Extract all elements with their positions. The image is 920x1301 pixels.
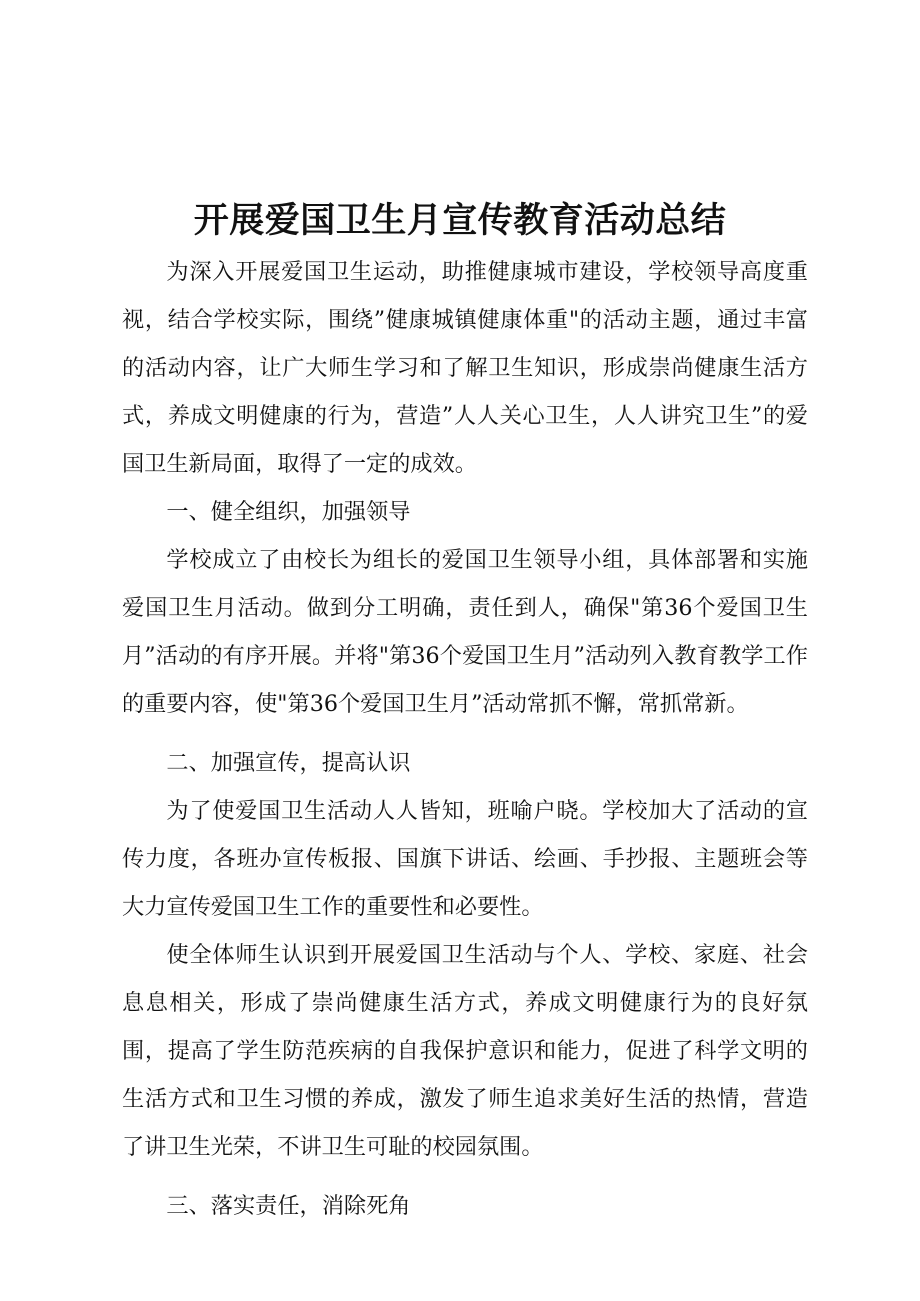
paragraph-gap	[122, 728, 808, 739]
section-2-paragraph-1: 为了使爱国卫生活动人人皆知，班喻户晓。学校加大了活动的宣传力度，各班办宣传板报、国旗下讲话、绘画、手抄报、主题班会等大力宣传爱国卫生工作的重要性和必要性。	[122, 798, 808, 920]
section-heading-3: 三、落实责任，消除死角	[166, 1193, 411, 1219]
paragraph-gap	[122, 1171, 808, 1182]
section-1-paragraph: 学校成立了由校长为组长的爱国卫生领导小组，具体部署和实施爱国卫生月活动。做到分工明确，责任到人，确保"第36个爱国卫生月”活动的有序开展。并将"第36个爱国卫生月”活动列入教育教学工作的重要内容，使"第36个爱国卫生月”活动常抓不懈，常抓常新。	[122, 547, 808, 717]
section-heading-1: 一、健全组织，加强领导	[166, 499, 411, 525]
document-title: 开展爱国卫生月宣传教育活动总结	[193, 201, 727, 242]
document-body	[122, 248, 808, 1230]
intro-paragraph: 为深入开展爱国卫生运动，助推健康城市建设，学校领导高度重视，结合学校实际，围绕”健康城镇健康体重"的活动主题，通过丰富的活动内容，让广大师生学习和了解卫生知识，形成崇尚健康生活方式，养成文明健康的行为，营造”人人关心卫生，人人讲究卫生”的爱国卫生新局面，取得了一定的成效。	[122, 259, 808, 477]
section-heading-2: 二、加强宣传，提高认识	[166, 750, 411, 776]
section-2-paragraph-2: 使全体师生认识到开展爱国卫生活动与个人、学校、家庭、社会息息相关，形成了崇尚健康生活方式，养成文明健康行为的良好氛围，提高了学生防范疾病的自我保护意识和能力，促进了科学文明的生活方式和卫生习惯的养成，激发了师生追求美好生活的热情，营造了讲卫生光荣，不讲卫生可耻的校园氛围。	[122, 942, 808, 1160]
